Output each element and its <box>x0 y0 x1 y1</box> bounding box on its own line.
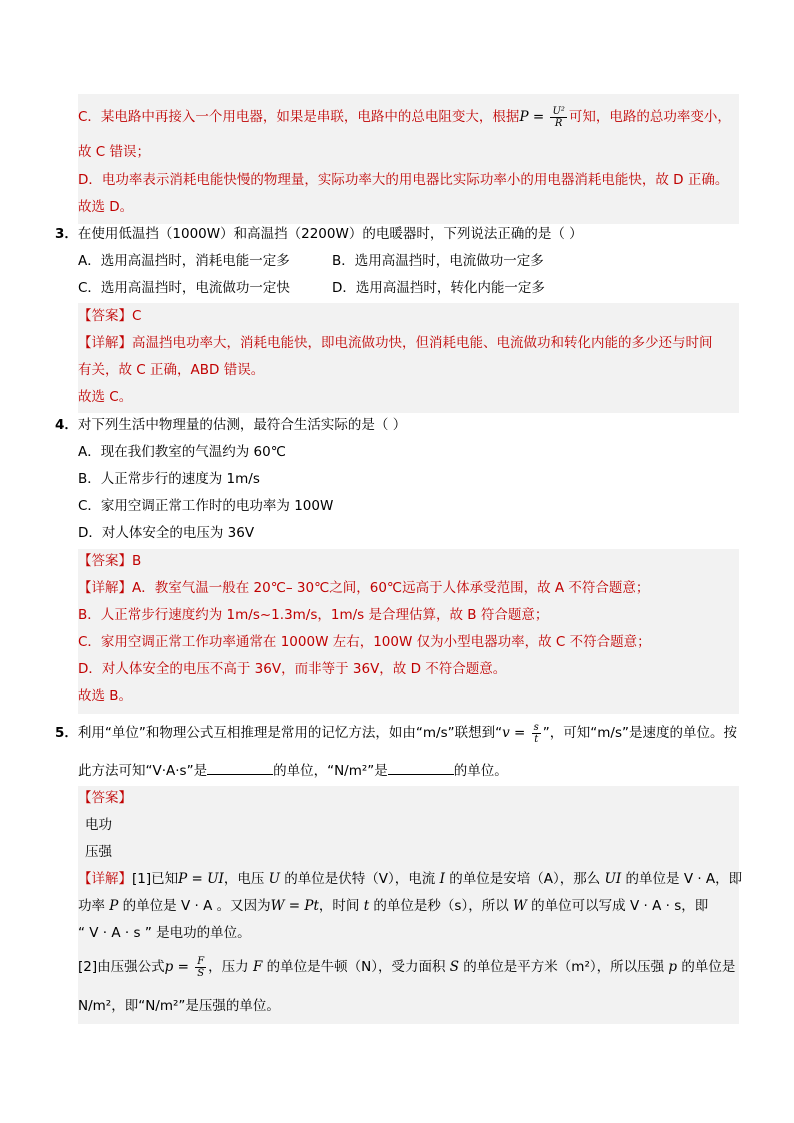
q5-answer-label: 【答案】 <box>78 790 132 806</box>
formula-var: P <box>109 898 119 914</box>
formula-eq: = <box>528 109 549 125</box>
q4-option-d: D．对人体安全的电压为 36V <box>78 525 255 541</box>
q2-option-d-analysis: D．电功率表示消耗电能快慢的物理量，实际功率大的用电器比实际功率小的用电器消耗电能快，故 D 正确。 <box>78 172 729 188</box>
answer-blank-2[interactable] <box>388 760 454 775</box>
q4-detail-b: B．人正常步行速度约为 1m/s~1.3m/s，1m/s 是合理估算，故 B 符合题意； <box>78 607 549 623</box>
q5-detail-line2 <box>78 896 708 916</box>
q5-detail-line4 <box>78 954 735 980</box>
text: C．某电路中再接入一个用电器，如果是串联，电路中的总电阻变大，根据 <box>78 109 520 125</box>
formula-var: t <box>363 898 370 914</box>
question-text: 对下列生活中物理量的估测，最符合生活实际的是（ ） <box>77 417 407 433</box>
q2-option-c-analysis <box>78 104 731 130</box>
question-text: ”，可知“m/s”是速度的单位。按 <box>542 725 738 741</box>
detail-text: 的单位是 <box>677 959 736 975</box>
q5-answer-1: 电功 <box>85 817 112 833</box>
detail-text: A．教室气温一般在 20℃– 30℃之间，60℃远高于人体承受范围，故 A 不符合题意； <box>132 580 650 596</box>
formula-var: I <box>439 871 445 887</box>
q5-detail-line3: “ V · A · s ” 是电功的单位。 <box>78 925 251 941</box>
q4-option-c: C．家用空调正常工作时的电功率为 100W <box>78 498 334 514</box>
denominator: R <box>554 117 563 129</box>
formula-eq: = <box>173 959 194 975</box>
q3-answer <box>78 306 141 326</box>
denominator: S <box>197 967 205 979</box>
q5-stem-line2 <box>78 760 508 780</box>
q3-option-a: A．选用高温挡时，消耗电能一定多 <box>78 253 290 269</box>
detail-text: 的单位是牛顿（N），受力面积 <box>262 959 450 975</box>
question-number: 5． <box>55 725 78 741</box>
answer-label: 【答案】 <box>78 308 132 324</box>
detail-text: 的单位是 V · A 。又因为 <box>118 898 271 914</box>
q3-conclusion: 故选 C。 <box>78 389 133 405</box>
numerator: s <box>533 721 539 733</box>
question-text: 此方法可知“V·A·s”是 <box>78 763 208 779</box>
numerator: U² <box>552 105 565 117</box>
detail-label: 【详解】 <box>78 580 132 596</box>
fraction-u2-over-r <box>550 106 566 129</box>
formula-var: S <box>449 959 459 975</box>
q4-detail-c: C．家用空调正常工作功率通常在 1000W 左右，100W 仅为小型电器功率，故 C 不符合题意； <box>78 634 651 650</box>
detail-text: 功率 <box>78 898 110 914</box>
numerator: F <box>197 955 205 967</box>
fraction-s-over-t <box>532 722 541 745</box>
formula-var: p <box>164 959 174 975</box>
formula-var: UI <box>604 871 622 887</box>
detail-label: 【详解】 <box>78 335 132 351</box>
q4-option-b: B．人正常步行的速度为 1m/s <box>78 471 260 487</box>
detail-text: ，时间 <box>318 898 364 914</box>
q3-detail-line2: 有关，故 C 正确，ABD 错误。 <box>78 362 265 378</box>
fraction-f-over-s <box>195 956 206 979</box>
answer-label: 【答案】 <box>78 553 132 569</box>
detail-text: 的单位是安培（A），那么 <box>444 871 605 887</box>
formula-eq: = <box>509 725 530 741</box>
detail-text: 的单位是平方米（m²），所以压强 <box>459 959 669 975</box>
q4-option-a: A．现在我们教室的气温约为 60℃ <box>78 444 286 460</box>
q3-detail-line1 <box>78 333 713 353</box>
q3-option-c: C．选用高温挡时，电流做功一定快 <box>78 280 290 296</box>
question-number: 3． <box>55 226 78 242</box>
answer-blank-1[interactable] <box>207 760 273 775</box>
formula-var: W <box>513 898 527 914</box>
detail-text: 高温挡电功率大，消耗电能快，即电流做功快，但消耗电能、电流做功和转化内能的多少还与时间 <box>132 335 713 351</box>
question-text: 的单位，“N/m²”是 <box>273 763 388 779</box>
question-text: 利用“单位”和物理公式互相推理是常用的记忆方法，如由“m/s”联想到“ <box>77 725 503 741</box>
detail-text: 的单位是伏特（V），电流 <box>280 871 440 887</box>
formula-var: P <box>519 109 529 125</box>
question-text: 在使用低温挡（1000W）和高温挡（2200W）的电暖器时，下列说法正确的是（ ） <box>77 226 583 242</box>
answer-value: B <box>132 553 142 569</box>
q4-stem <box>55 415 406 435</box>
q4-detail-a <box>78 578 649 598</box>
detail-text: [2]由压强公式 <box>78 959 165 975</box>
formula: W = Pt <box>270 898 319 914</box>
detail-label: 【详解】 <box>78 871 132 887</box>
question-text: 的单位。 <box>453 763 508 779</box>
q3-option-b: B．选用高温挡时，电流做功一定多 <box>332 253 544 269</box>
detail-text: [1]已知 <box>132 871 179 887</box>
text: 可知，电路的总功率变小， <box>568 109 731 125</box>
q2-conclusion: 故选 D。 <box>78 199 134 215</box>
q5-stem-line1 <box>55 720 737 746</box>
formula-var: p <box>668 959 678 975</box>
detail-text: ，电压 <box>223 871 269 887</box>
detail-text: 的单位是 V · A，即 <box>621 871 743 887</box>
q2-option-c-line2: 故 C 错误； <box>78 144 151 160</box>
q3-stem <box>55 224 583 244</box>
denominator: t <box>534 733 539 745</box>
q3-option-d: D．选用高温挡时，转化内能一定多 <box>332 280 545 296</box>
q5-answer-2: 压强 <box>85 844 112 860</box>
q5-detail-line1 <box>78 869 742 889</box>
formula-var: F <box>252 959 263 975</box>
detail-text: 的单位是秒（s），所以 <box>369 898 513 914</box>
formula-var: U <box>268 871 281 887</box>
q4-conclusion: 故选 B。 <box>78 688 133 704</box>
formula: P = UI <box>178 871 224 887</box>
answer-value: C <box>132 308 142 324</box>
question-number: 4． <box>55 417 78 433</box>
q3-solution-box <box>78 303 739 413</box>
q4-detail-d: D．对人体安全的电压不高于 36V，而非等于 36V，故 D 不符合题意。 <box>78 661 507 677</box>
detail-text: 的单位可以写成 V · A · s，即 <box>526 898 709 914</box>
q4-answer <box>78 551 141 571</box>
formula-var: v <box>502 725 510 741</box>
q5-detail-line5: N/m²，即“N/m²”是压强的单位。 <box>78 998 280 1014</box>
detail-text: ，压力 <box>208 959 253 975</box>
